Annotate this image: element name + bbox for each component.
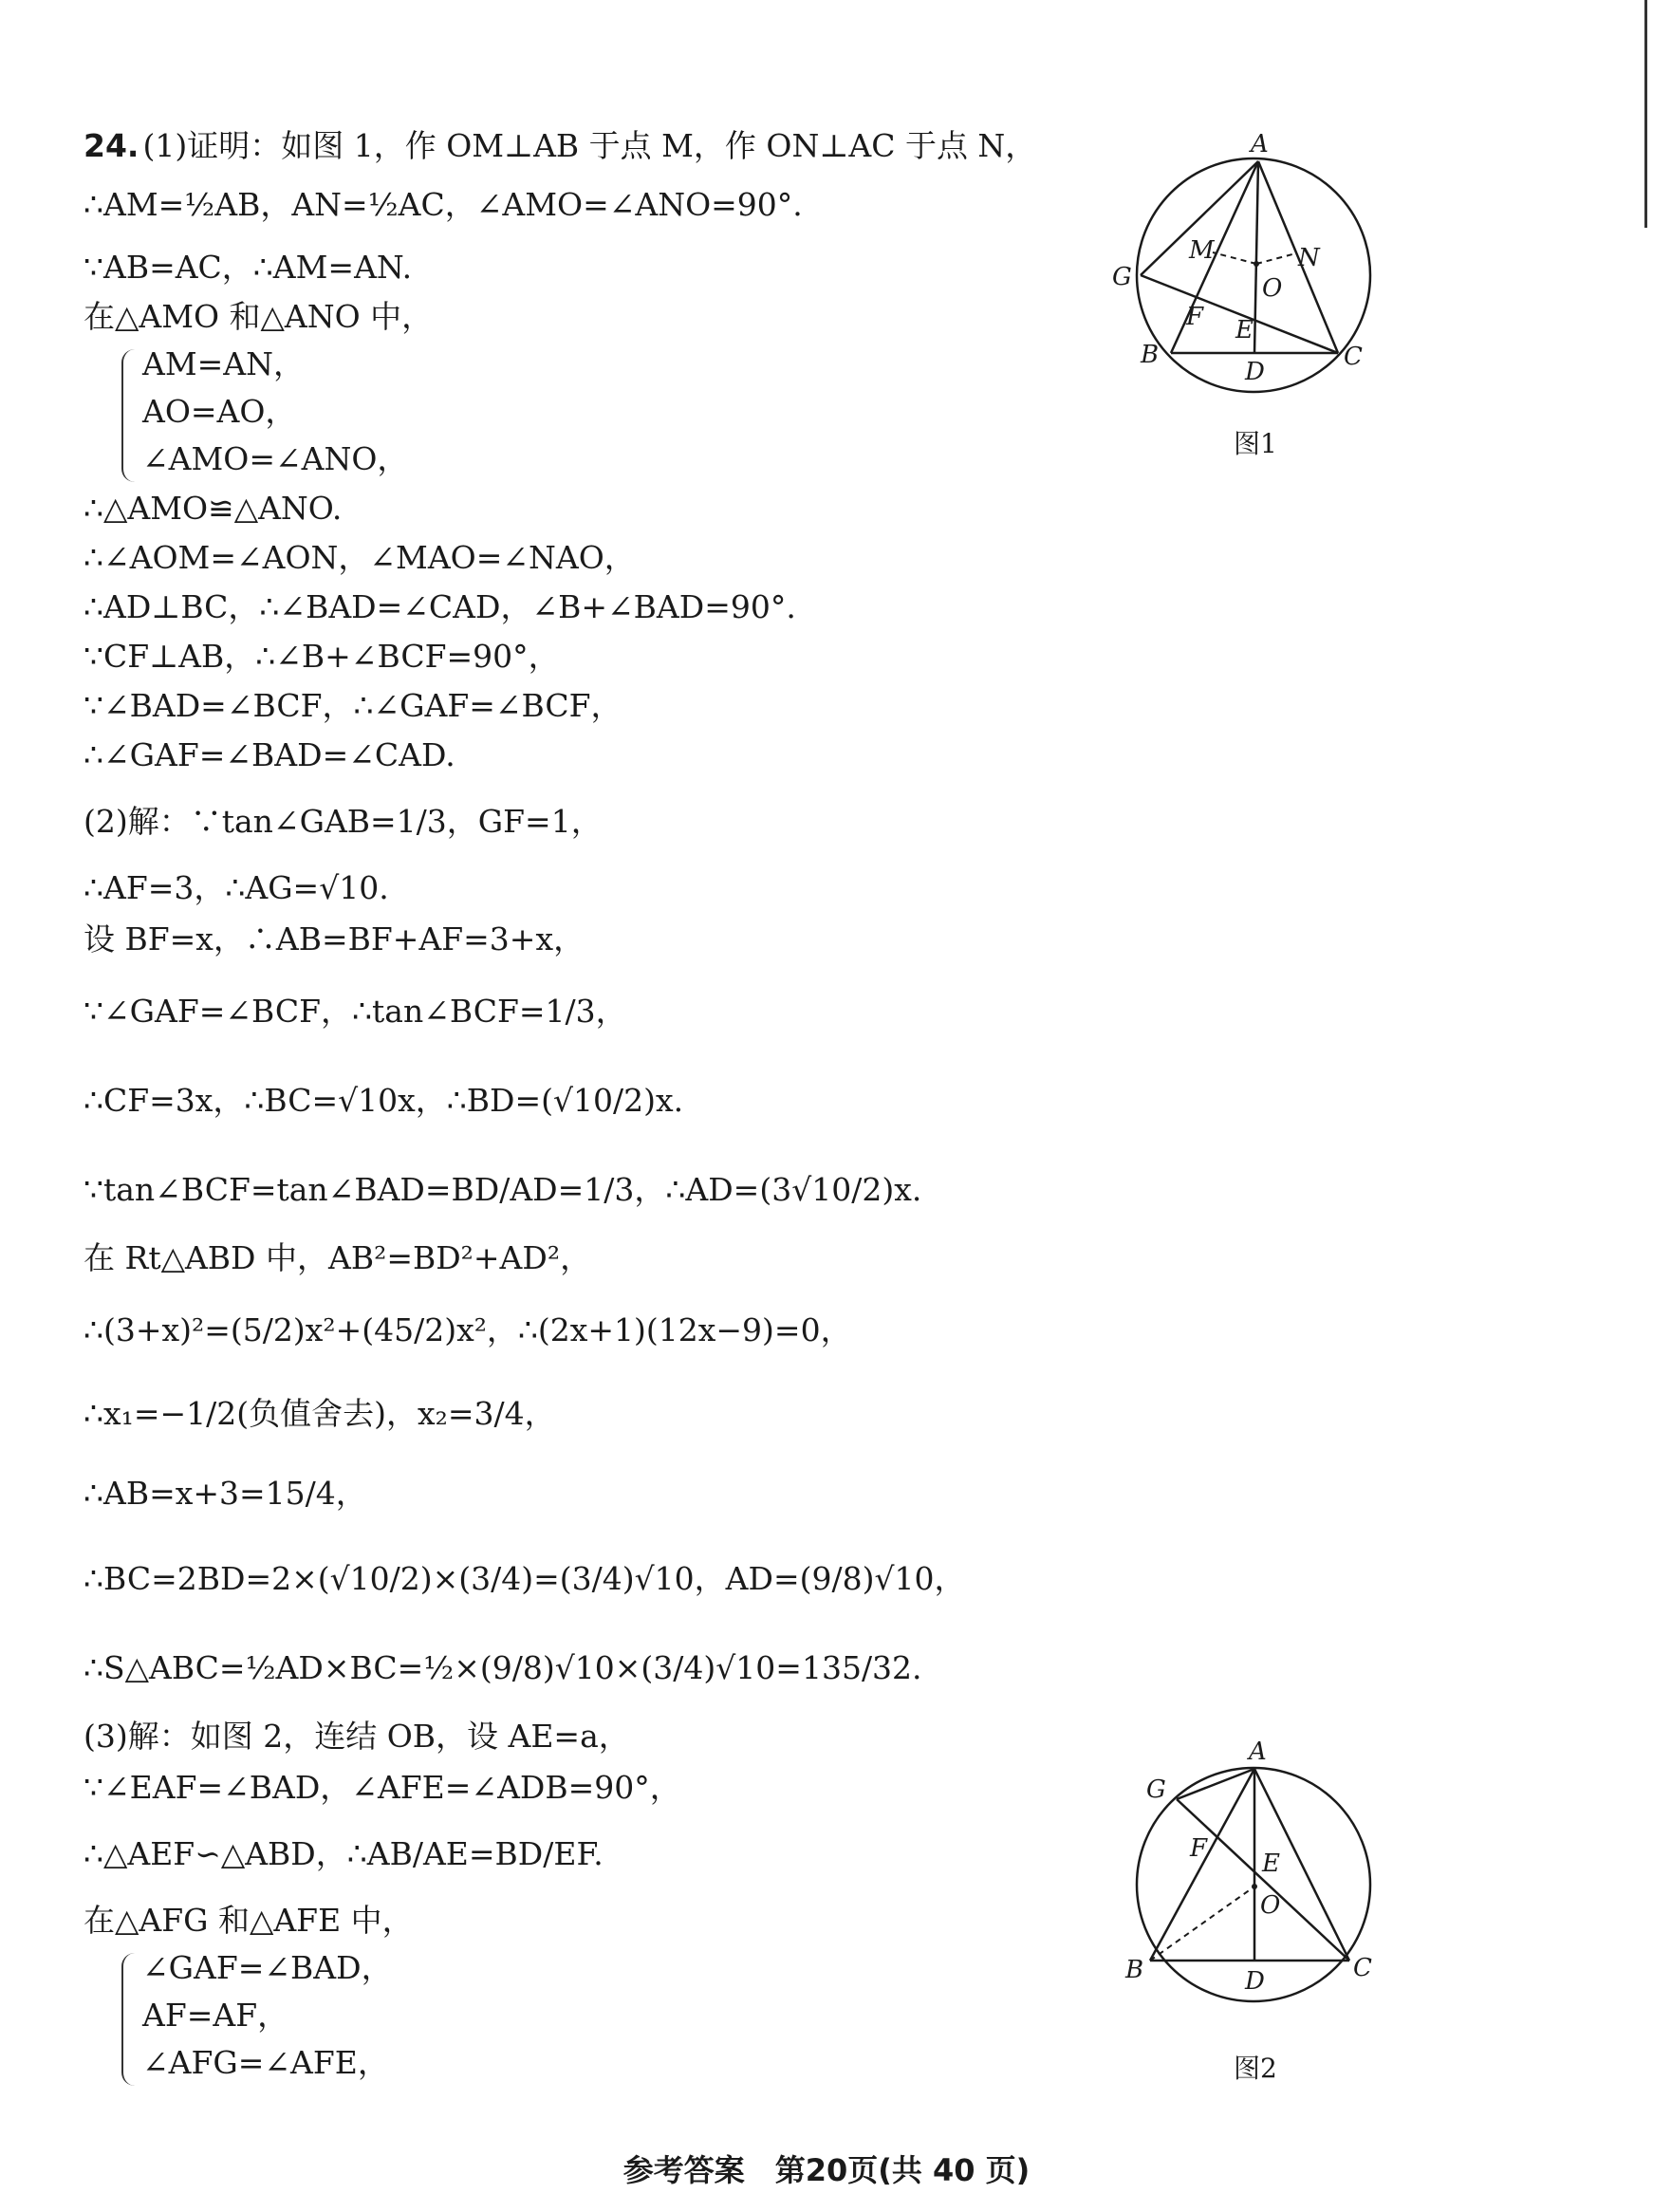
- page-footer: 参考答案 第20页(共 40 页): [622, 2152, 1031, 2188]
- line-text: ∵∠BAD=∠BCF，∴∠GAF=∠BCF，: [84, 687, 622, 724]
- line-10: [84, 585, 796, 630]
- label-B: B: [1125, 1956, 1144, 1984]
- figure-2-caption: 图2: [1234, 2053, 1277, 2084]
- line-15: [84, 865, 389, 911]
- segment-GC: [1177, 1799, 1349, 1961]
- line-text: AM=AN，: [142, 345, 305, 382]
- line-20: [84, 1236, 591, 1281]
- label-D: D: [1245, 1967, 1265, 1996]
- label-C: C: [1344, 343, 1363, 371]
- line-22: [84, 1391, 556, 1437]
- line-text: (3)解：如图 2，连结 OB，设 AE=a，: [84, 1718, 630, 1755]
- line-21: [84, 1308, 852, 1353]
- line-3: [84, 245, 412, 290]
- line-6: [142, 389, 296, 435]
- problem-number: 24.: [84, 127, 139, 164]
- line-text: ∠AMO=∠ANO，: [142, 440, 409, 477]
- line-text: ∴AB=x+3=15/4，: [84, 1475, 367, 1512]
- line-24: [84, 1556, 966, 1602]
- line-7: [142, 437, 408, 482]
- line-5: [142, 342, 305, 387]
- label-E: E: [1262, 1850, 1280, 1878]
- point-O: [1254, 261, 1259, 267]
- line-28: [84, 1831, 604, 1877]
- line-13: [84, 733, 455, 778]
- line-text: ∴AF=3，∴AG=√10.: [84, 869, 389, 906]
- line-text: ∵AB=AC，∴AM=AN.: [84, 249, 413, 286]
- line-text: ∵CF⊥AB，∴∠B+∠BCF=90°，: [84, 638, 560, 675]
- line-32: [142, 2040, 389, 2086]
- label-D: D: [1245, 358, 1265, 386]
- label-B: B: [1141, 341, 1160, 369]
- line-text: 在△AMO 和△ANO 中，: [84, 298, 434, 335]
- line-text: ∴S△ABC=½AD×BC=½×(9/8)√10×(3/4)√10=135/32.: [84, 1649, 922, 1686]
- label-N: N: [1298, 244, 1320, 272]
- line-text: ∠AFG=∠AFE，: [142, 2044, 389, 2081]
- line-27: [84, 1765, 681, 1811]
- line-text: AO=AO，: [142, 393, 297, 430]
- line-26: [84, 1714, 630, 1759]
- scan-edge: [1644, 0, 1647, 228]
- line-text: ∴BC=2BD=2×(√10/2)×(3/4)=(3/4)√10，AD=(9/8)√10，: [84, 1560, 966, 1597]
- brace: [121, 349, 139, 482]
- label-F: F: [1190, 1834, 1208, 1863]
- segment-ON: [1256, 254, 1292, 264]
- line-9: [84, 535, 636, 581]
- point-O: [1252, 1884, 1257, 1889]
- line-text: ∵tan∠BCF=tan∠BAD=BD/AD=1/3，∴AD=(3√10/2)x.: [84, 1171, 922, 1208]
- line-11: [84, 634, 560, 679]
- figure-2: [1091, 1727, 1395, 2012]
- segment-OB: [1150, 1887, 1254, 1961]
- line-text: 设 BF=x，∴AB=BF+AF=3+x，: [84, 920, 585, 957]
- segment-AD: [1254, 161, 1258, 353]
- line-31: [142, 1993, 288, 2038]
- line-19: [84, 1167, 921, 1213]
- line-16: [84, 917, 585, 962]
- line-23: [84, 1471, 367, 1516]
- label-M: M: [1189, 236, 1215, 265]
- line-text: ∴△AMO≌△ANO.: [84, 490, 343, 527]
- label-O: O: [1262, 274, 1283, 303]
- line-1: [84, 123, 1036, 169]
- line-2: [84, 182, 803, 228]
- line-text: 在△AFG 和△AFE 中，: [84, 1902, 414, 1939]
- line-text: 在 Rt△ABD 中，AB²=BD²+AD²，: [84, 1239, 592, 1276]
- line-25: [84, 1645, 922, 1691]
- figure-1-diagram: [1091, 114, 1395, 399]
- label-F: F: [1186, 303, 1204, 331]
- figure-2-diagram: [1091, 1727, 1395, 2012]
- line-text: ∵∠EAF=∠BAD，∠AFE=∠ADB=90°，: [84, 1769, 681, 1806]
- label-G: G: [1146, 1775, 1166, 1804]
- line-text: ∴(3+x)²=(5/2)x²+(45/2)x²，∴(2x+1)(12x−9)=0，: [84, 1311, 852, 1348]
- figure-1-caption: 图1: [1234, 428, 1277, 459]
- label-E: E: [1235, 316, 1254, 344]
- line-text: ∴AD⊥BC，∴∠BAD=∠CAD，∠B+∠BAD=90°.: [84, 588, 796, 625]
- label-A: A: [1249, 1738, 1267, 1766]
- line-text: ∴CF=3x，∴BC=√10x，∴BD=(√10/2)x.: [84, 1082, 684, 1119]
- line-text: (1)证明：如图 1，作 OM⊥AB 于点 M，作 ON⊥AC 于点 N，: [142, 127, 1037, 164]
- label-G: G: [1112, 263, 1132, 291]
- segment-OM: [1213, 252, 1256, 264]
- line-text: AF=AF，: [142, 1997, 289, 2034]
- line-8: [84, 486, 342, 531]
- figure-1: [1091, 114, 1395, 399]
- line-text: ∴∠GAF=∠BAD=∠CAD.: [84, 736, 455, 773]
- line-18: [84, 1078, 683, 1124]
- line-text: (2)解：∵tan∠GAB=1/3，GF=1，: [84, 803, 603, 840]
- line-text: ∠GAF=∠BAD，: [142, 1949, 393, 1986]
- line-17: [84, 989, 627, 1034]
- line-text: ∴∠AOM=∠AON，∠MAO=∠NAO，: [84, 539, 636, 576]
- label-C: C: [1353, 1954, 1372, 1982]
- label-O: O: [1260, 1891, 1281, 1920]
- line-text: ∵∠GAF=∠BCF，∴tan∠BCF=1/3，: [84, 993, 627, 1030]
- line-30: [142, 1945, 393, 1991]
- line-12: [84, 683, 622, 729]
- line-29: [84, 1898, 414, 1943]
- line-text: ∴AM=½AB，AN=½AC，∠AMO=∠ANO=90°.: [84, 186, 803, 223]
- label-A: A: [1251, 130, 1269, 158]
- line-4: [84, 294, 433, 340]
- line-14: [84, 799, 603, 845]
- line-text: ∴x₁=−1/2(负值舍去)，x₂=3/4，: [84, 1395, 556, 1432]
- brace: [121, 1953, 139, 2086]
- line-text: ∴△AEF∽△ABD，∴AB/AE=BD/EF.: [84, 1835, 604, 1872]
